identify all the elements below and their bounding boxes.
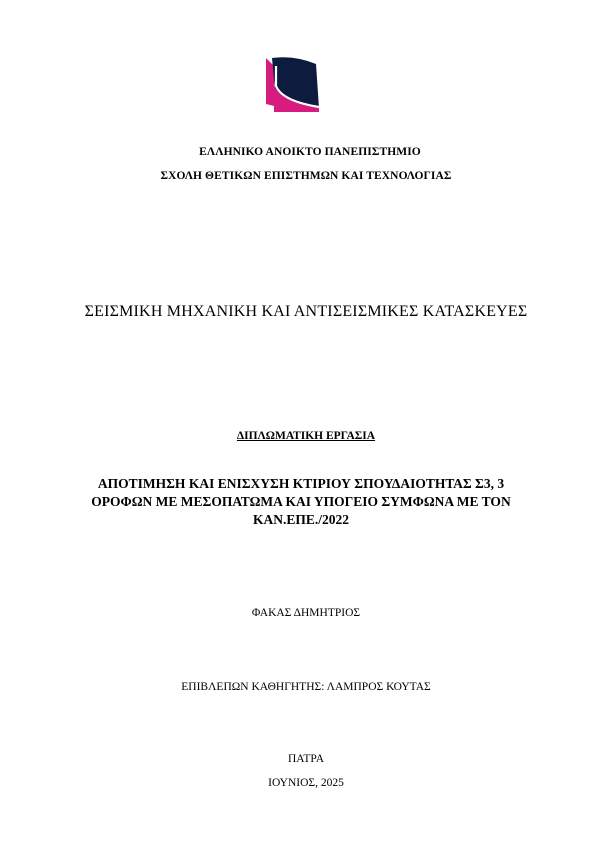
supervisor-name: ΕΠΙΒΛΕΠΩΝ ΚΑΘΗΓΗΤΗΣ: ΛΑΜΠΡΟΣ ΚΟΥΤΑΣ <box>181 681 431 693</box>
thesis-title-line: ΟΡΟΦΩΝ ΜΕ ΜΕΣΟΠΑΤΩΜΑ ΚΑΙ ΥΠΟΓΕΙΟ ΣΥΜΦΩΝΑ ΜΕ ΤΟΝ <box>91 494 511 509</box>
author-name: ΦΑΚΑΣ ΔΗΜΗΤΡΙΟΣ <box>251 607 361 619</box>
thesis-title-line: ΑΠΟΤΙΜΗΣΗ ΚΑΙ ΕΝΙΣΧΥΣΗ ΚΤΙΡΙΟΥ ΣΠΟΥΔΑΙΟΤΗΤΑΣ Σ3, 3 <box>97 476 505 491</box>
date: ΙΟΥΝΙΟΣ, 2025 <box>268 777 344 789</box>
thesis-title <box>60 475 542 529</box>
university-book-logo-icon <box>264 56 320 114</box>
thesis-title-line: ΚΑΝ.ΕΠΕ./2022 <box>252 512 349 527</box>
city: ΠΑΤΡΑ <box>287 753 325 765</box>
school-name: ΣΧΟΛΗ ΘΕΤΙΚΩΝ ΕΠΙΣΤΗΜΩΝ ΚΑΙ ΤΕΧΝΟΛΟΓΙΑΣ <box>160 170 452 182</box>
university-name: ΕΛΛΗΝΙΚΟ ΑΝΟΙΚΤΟ ΠΑΝΕΠΙΣΤΗΜΙΟ <box>199 146 421 158</box>
program-name: ΣΕΙΣΜΙΚΗ ΜΗΧΑΝΙΚΗ ΚΑΙ ΑΝΤΙΣΕΙΣΜΙΚΕΣ ΚΑΤΑΣΚΕΥΕΣ <box>84 303 528 320</box>
thesis-label: ΔΙΠΛΩΜΑΤΙΚΗ ΕΡΓΑΣΙΑ <box>236 430 376 442</box>
